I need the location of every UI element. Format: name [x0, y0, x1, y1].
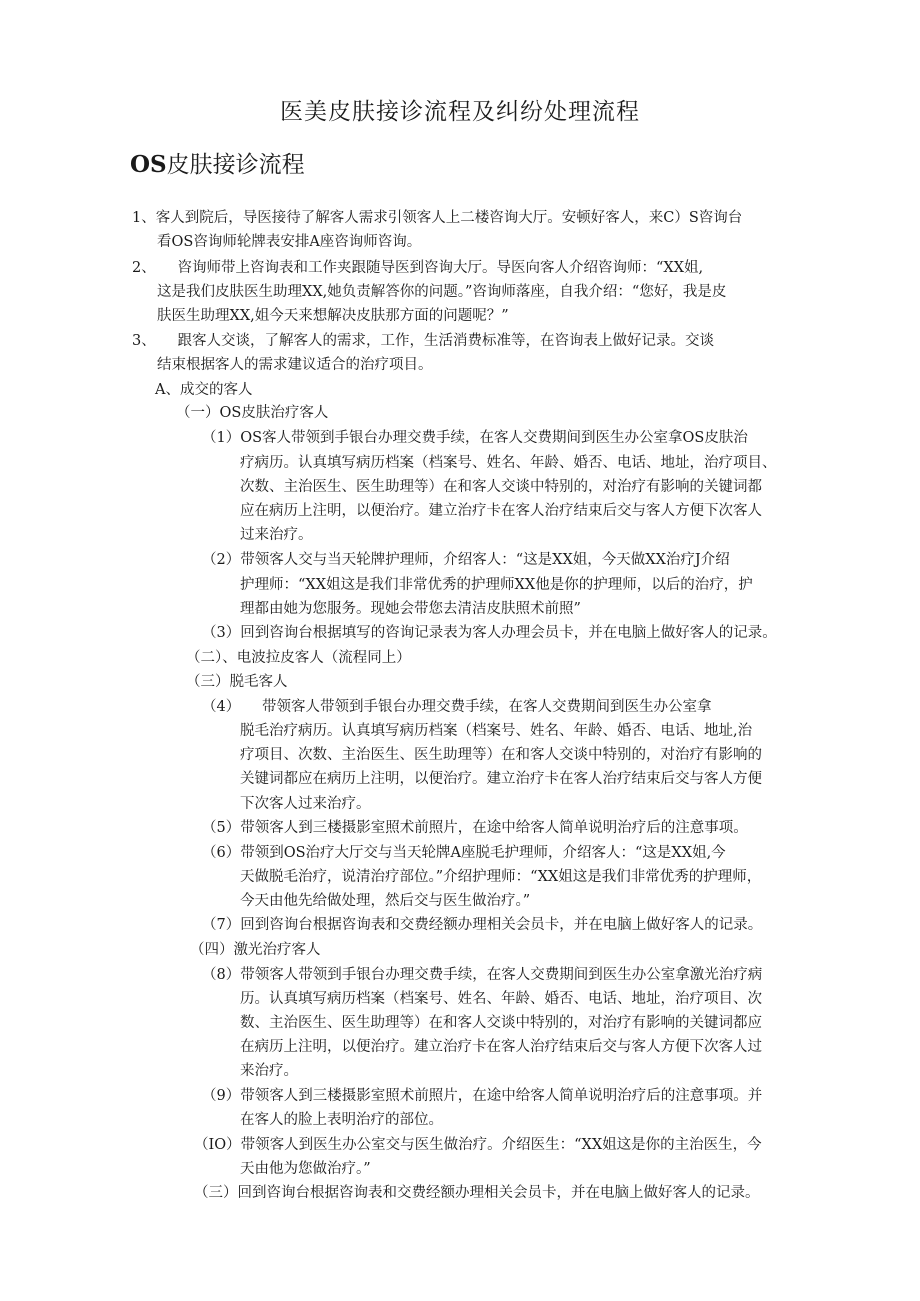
text-line: 天做脱毛治疗，说清治疗部位。”介绍护理师：“XX姐这是我们非常优秀的护理师， — [240, 869, 762, 885]
text-line: 2、 咨询师带上咨询表和工作夹跟随导医到咨询大厅。导医向客人介绍咨询师：“XX姐, — [132, 260, 704, 276]
text-line: （IO）带领客人到医生办公室交与医生做治疗。介绍医生：“XX姐这是你的主治医生，今 — [194, 1137, 762, 1153]
section-title-text: 皮肤接诊流程 — [166, 152, 305, 178]
text-line: 护理师：“XX姐这是我们非常优秀的护理师XX他是你的护理师，以后的治疗，护 — [240, 577, 753, 593]
text-line: 看OS咨询师轮牌表安排A座咨询师咨询。 — [157, 234, 422, 250]
text-line: （三）脱毛客人 — [186, 674, 288, 690]
text-line: （一）OS皮肤治疗客人 — [176, 405, 329, 421]
text-line: （1）OS客人带领到手银台办理交费手续，在客人交费期间到医生办公室拿OS皮肤治 — [202, 430, 748, 446]
text-line: （9）带领客人到三楼摄影室照术前照片，在途中给客人简单说明治疗后的注意事项。并 — [202, 1088, 763, 1104]
text-line: 这是我们皮肤医生助理XX,她负责解答你的问题。”咨询师落座，自我介绍：“您好，我是皮 — [157, 284, 727, 300]
text-line: （5）带领客人到三楼摄影室照术前照片，在途中给客人简单说明治疗后的注意事项。 — [202, 820, 748, 836]
text-line: 应在病历上注明，以便治疗。建立治疗卡在客人治疗结束后交与客人方便下次客人 — [240, 503, 762, 519]
text-line: 脱毛治疗病历。认真填写病历档案（档案号、姓名、年龄、婚否、电话、地址,治 — [240, 723, 753, 739]
text-line: 数、主治医生、医生助理等）在和客人交谈中特别的，对治疗有影响的关键词都应 — [240, 1015, 762, 1031]
text-line: 来治疗。 — [240, 1063, 298, 1079]
text-line: 今天由他先给做处理，然后交与医生做治疗。” — [240, 893, 531, 909]
text-line: （7）回到咨询台根据咨询表和交费经额办理相关会员卡，并在电脑上做好客人的记录。 — [202, 917, 763, 933]
text-line: 次数、主治医生、医生助理等）在和客人交谈中特别的，对治疗有影响的关键词都 — [240, 479, 762, 495]
text-line: 疗病历。认真填写病历档案（档案号、姓名、年龄、婚否、电话、地址，治疗项目、 — [240, 455, 777, 471]
document-title: 医美皮肤接诊流程及纠纷处理流程 — [280, 99, 640, 125]
text-line: （4） 带领客人带领到手银台办理交费手续，在客人交费期间到医生办公室拿 — [202, 699, 712, 715]
text-line: 疗项目、次数、主治医生、医生助理等）在和客人交谈中特别的，对治疗有影响的 — [240, 747, 762, 763]
text-line: （四）激光治疗客人 — [190, 942, 321, 958]
text-line: （三）回到咨询台根据咨询表和交费经额办理相关会员卡，并在电脑上做好客人的记录。 — [194, 1185, 760, 1201]
text-line: 关键词都应在病历上注明，以便治疗。建立治疗卡在客人治疗结束后交与客人方便 — [240, 771, 762, 787]
text-line: 肤医生助理XX,姐今天来想解决皮肤那方面的问题呢？” — [157, 308, 509, 324]
text-line: 在病历上注明，以便治疗。建立治疗卡在客人治疗结束后交与客人方便下次客人过 — [240, 1039, 762, 1055]
text-line: 天由他为您做治疗。” — [240, 1161, 371, 1177]
text-line: （3）回到咨询台根据填写的咨询记录表为客人办理会员卡，并在电脑上做好客人的记录。 — [202, 625, 777, 641]
text-line: 结束根据客人的需求建议适合的治疗项目。 — [157, 357, 433, 373]
text-line: 下次客人过来治疗。 — [240, 796, 371, 812]
text-line: （8）带领客人带领到手银台办理交费手续，在客人交费期间到医生办公室拿激光治疗病 — [202, 967, 763, 983]
text-line: 历。认真填写病历档案（档案号、姓名、年龄、婚否、电话、地址，治疗项目、次 — [240, 991, 762, 1007]
text-line: 1、客人到院后，导医接待了解客人需求引领客人上二楼咨询大厅。安顿好客人，来C）S咨询台 — [132, 210, 743, 226]
text-line: 在客人的脸上表明治疗的部位。 — [240, 1112, 443, 1128]
text-line: （6）带领到OS治疗大厅交与当天轮牌A座脱毛护理师，介绍客人：“这是XX姐,今 — [202, 845, 726, 861]
text-line: （2）带领客人交与当天轮牌护理师，介绍客人：“这是XX姐，今天做XX治疗J介绍 — [202, 552, 730, 568]
text-line: 理都由她为您服务。现她会带您去清洁皮肤照术前照” — [240, 601, 581, 617]
section-title-prefix: OS — [130, 151, 167, 178]
section-title — [130, 146, 305, 179]
text-line: 过来治疗。 — [240, 527, 313, 543]
text-line: 3、 跟客人交谈，了解客人的需求，工作，生活消费标准等，在咨询表上做好记录。交谈 — [132, 333, 714, 349]
text-line: A、成交的客人 — [155, 382, 253, 398]
text-line: （二）、电波拉皮客人（流程同上） — [186, 650, 411, 666]
